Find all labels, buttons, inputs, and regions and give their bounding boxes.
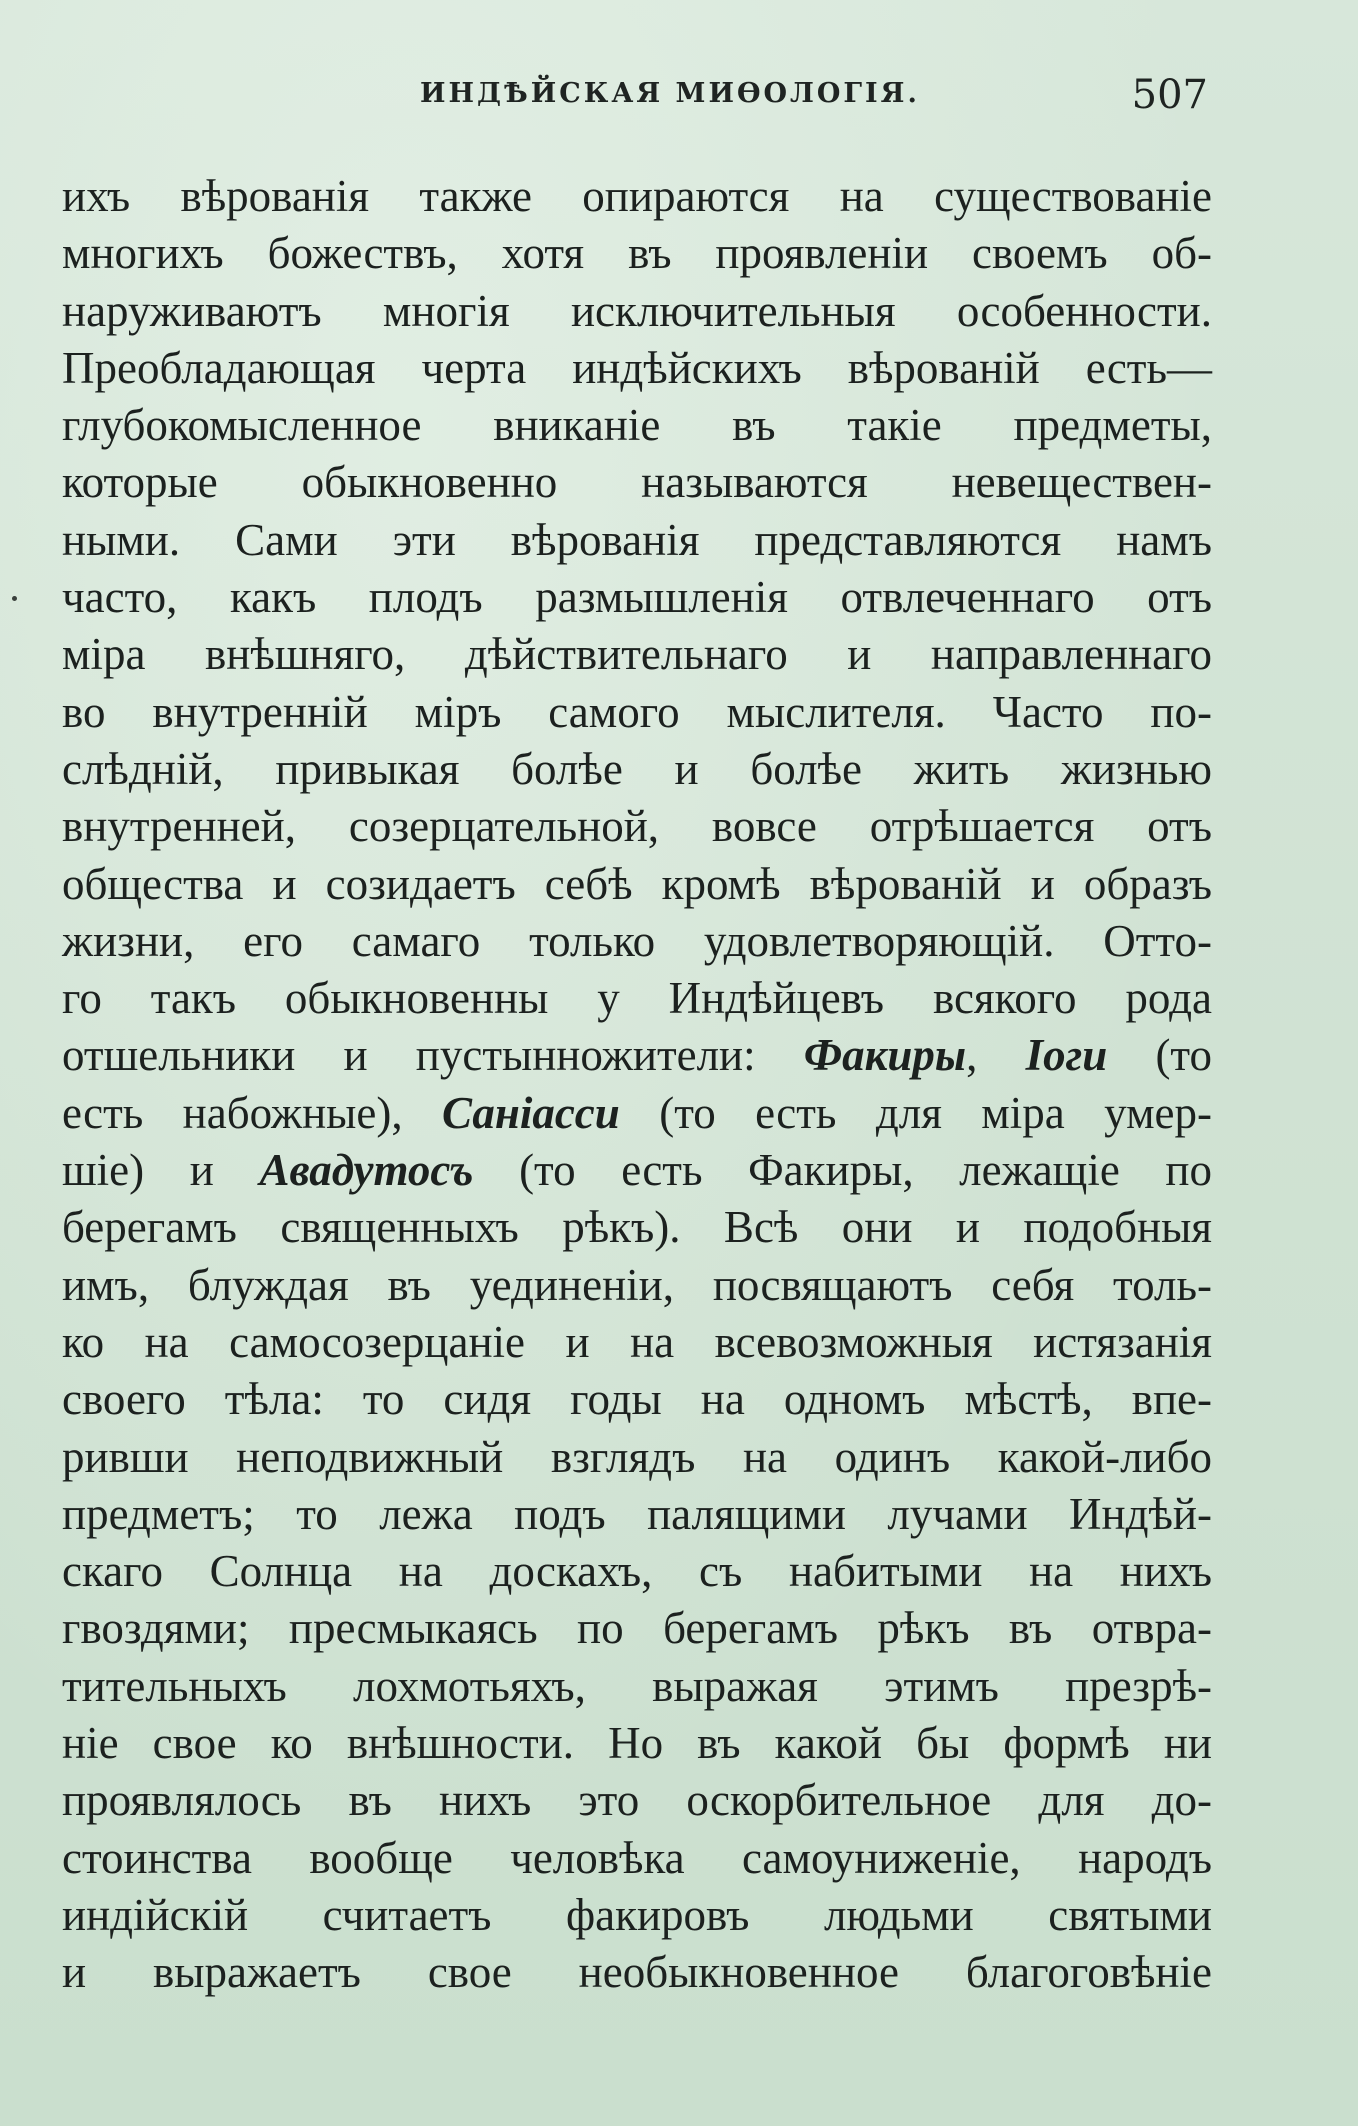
text-line: ко на самосозерцаніе и на всевозможныя истязанія xyxy=(62,1316,1212,1367)
text-line: имъ, блуждая въ уединеніи, посвящаютъ себя толь- xyxy=(62,1259,1212,1310)
text-line: гвоздями; пресмыкаясь по берегамъ рѣкъ въ отвра- xyxy=(62,1603,1212,1654)
text-line: слѣдній, привыкая болѣе и болѣе жить жизнью xyxy=(62,743,1212,794)
text-line: многихъ божествъ, хотя въ проявленіи своемъ об- xyxy=(62,228,1212,279)
text-line: жизни, его самаго только удовлетворяющій. Отто- xyxy=(62,915,1212,966)
term-avadutos: Авадутосъ xyxy=(259,1145,474,1196)
text-line: которые обыкновенно называются невеществен- xyxy=(62,457,1212,508)
text-line: проявлялось въ нихъ это оскорбительное для до- xyxy=(62,1775,1212,1826)
text-line: ніе свое ко внѣшности. Но въ какой бы формѣ ни xyxy=(62,1718,1212,1769)
text-line: глубокомысленное вниканіе въ такіе предметы, xyxy=(62,400,1212,451)
text-line: Преобладающая черта индѣйскихъ вѣрованій есть— xyxy=(62,342,1212,393)
page-number: 507 xyxy=(1131,72,1208,118)
term-iogi: Іоги xyxy=(1025,1030,1108,1081)
text-line: индійскій считаетъ факировъ людьми святыми xyxy=(62,1889,1212,1940)
text-line: го такъ обыкновенны у Индѣйцевъ всякого рода xyxy=(62,973,1212,1024)
margin-speck xyxy=(12,596,17,601)
text-line: скаго Солнца на доскахъ, съ набитыми на нихъ xyxy=(62,1546,1212,1597)
text-line: часто, какъ плодъ размышленія отвлеченнаго отъ xyxy=(62,572,1212,623)
running-title: ИНДѢЙСКАЯ МИѲОЛОГІЯ. xyxy=(420,78,920,109)
text-line: наруживаютъ многія исключительныя особенности. xyxy=(62,285,1212,336)
text-line: ривши неподвижный взглядъ на одинъ какой-либо xyxy=(62,1431,1212,1482)
text-line: есть набожные), Саніасси (то есть для міра умер- xyxy=(62,1087,1213,1138)
text-line: ихъ вѣрованія также опираются на существованіе xyxy=(62,171,1212,221)
text-line: шіе) и Авадутосъ (то есть Факиры, лежащіе по xyxy=(62,1145,1213,1196)
term-fakiry: Факиры xyxy=(803,1030,967,1081)
text-line: общества и созидаетъ себѣ кромѣ вѣрованій и образъ xyxy=(62,858,1212,909)
text-line: своего тѣла: то сидя годы на одномъ мѣстѣ, впе- xyxy=(62,1374,1212,1425)
text-line: ными. Сами эти вѣрованія представляются намъ xyxy=(62,514,1212,565)
text-line: внутренней, созерцательной, вовсе отрѣшается отъ xyxy=(62,801,1212,852)
body-text xyxy=(62,168,1212,2002)
text-line: стоинства вообще человѣка самоуниженіе, народъ xyxy=(62,1832,1212,1883)
text-line: берегамъ священныхъ рѣкъ). Всѣ они и подобныя xyxy=(62,1202,1212,1253)
page-header xyxy=(0,72,1358,122)
text-line: предметъ; то лежа подъ палящими лучами Индѣй- xyxy=(62,1488,1212,1539)
text-line: во внутренній міръ самого мыслителя. Часто по- xyxy=(62,686,1212,737)
term-saniassi: Саніасси xyxy=(442,1087,620,1138)
text-line: отшельники и пустынножители: Факиры, Іоги (то xyxy=(62,1030,1213,1081)
text-line: тительныхъ лохмотьяхъ, выражая этимъ презрѣ- xyxy=(62,1660,1212,1711)
text-line: и выражаетъ свое необыкновенное благоговѣніе xyxy=(62,1947,1212,1998)
text-line: міра внѣшняго, дѣйствительнаго и направленнаго xyxy=(62,629,1212,680)
